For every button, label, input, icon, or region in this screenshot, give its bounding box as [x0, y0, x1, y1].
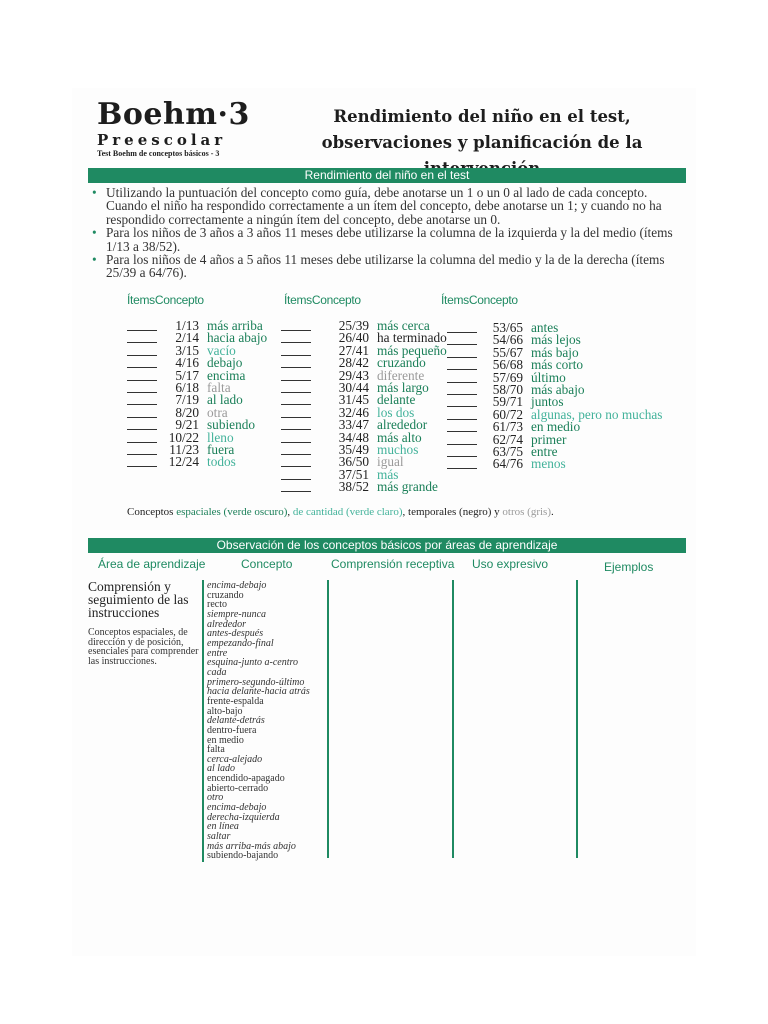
concept-item: encendido-apagado	[207, 773, 285, 785]
concept-list	[207, 581, 310, 861]
section-band-observation: Observación de los conceptos básicos por áreas de aprendizaje	[88, 538, 686, 553]
instructions-list	[88, 186, 688, 280]
concept-term: igual	[377, 454, 404, 470]
answer-blank[interactable]	[281, 407, 311, 418]
item-number: 54/66	[492, 332, 523, 348]
column-header-items-concept: ÍtemsConcepto	[284, 293, 361, 307]
item-number: 32/46	[338, 404, 369, 420]
answer-blank[interactable]	[281, 456, 311, 467]
boehm-logo	[97, 97, 250, 158]
area-title: Comprensión y seguimiento de las instrucciones	[88, 579, 189, 620]
item-number: 9/21	[175, 417, 199, 433]
instruction-item: • Para los niños de 4 años a 5 años 11 meses debe utilizarse la columna del medio y la de la derecha (ítems 25/39 a 64/76).	[88, 253, 688, 280]
concept-term: primer	[531, 431, 567, 447]
concept-item: subiendo-bajando	[207, 850, 279, 862]
logo-subtitle: Preescolar	[97, 131, 227, 149]
answer-blank[interactable]	[281, 345, 311, 356]
answer-blank[interactable]	[447, 458, 477, 469]
legend-segment: otros (gris)	[502, 506, 551, 518]
concept-item: alrededor	[207, 618, 247, 630]
answer-blank[interactable]	[281, 432, 311, 443]
item-number: 61/73	[492, 419, 523, 435]
item-number: 26/40	[338, 330, 369, 346]
answer-blank[interactable]	[281, 320, 311, 331]
item-number: 56/68	[492, 357, 523, 373]
concept-term: todos	[207, 454, 236, 470]
item-number: 36/50	[338, 454, 369, 470]
item-number: 8/20	[175, 404, 199, 420]
column-divider	[327, 580, 329, 858]
answer-blank[interactable]	[447, 434, 477, 445]
answer-blank[interactable]	[127, 394, 157, 405]
item-row	[127, 456, 267, 468]
concept-item: cruzando	[207, 589, 244, 601]
item-number: 10/22	[168, 429, 199, 445]
answer-blank[interactable]	[281, 370, 311, 381]
item-number: 59/71	[492, 394, 523, 410]
item-number: 34/48	[338, 429, 369, 445]
column-header-items-concept: ÍtemsConcepto	[441, 293, 518, 307]
concept-term: falta	[207, 379, 231, 395]
legend-segment: de cantidad (verde claro)	[292, 506, 403, 518]
item-number: 5/17	[175, 367, 199, 383]
concept-term: antes	[531, 320, 559, 335]
concept-term: más bajo	[531, 344, 579, 360]
concept-term: al lado	[207, 392, 243, 408]
concept-item: encima-debajo	[207, 802, 267, 814]
answer-blank[interactable]	[127, 345, 157, 356]
concept-term: delante	[377, 392, 416, 408]
item-row	[447, 458, 662, 470]
logo-tagline: Test Boehm de conceptos básicos - 3	[97, 149, 220, 158]
logo-title: Boehm·3	[97, 97, 250, 132]
item-number: 3/15	[175, 342, 199, 358]
header-uso: Uso expresivo	[472, 557, 549, 571]
concept-term: más largo	[377, 379, 429, 395]
concept-term: entre	[531, 443, 558, 459]
concept-item: delante-detrás	[207, 715, 265, 727]
concept-term: los dos	[377, 404, 415, 420]
concept-term: debajo	[207, 355, 243, 371]
instruction-item: • Para los niños de 3 años a 3 años 11 meses debe utilizarse la columna de la izquierda y la del medio (ítems 1/13 a 38/52).	[88, 226, 688, 253]
item-number: 2/14	[175, 330, 199, 346]
concept-item: cerca-alejado	[207, 753, 263, 765]
answer-blank[interactable]	[127, 456, 157, 467]
item-number: 12/24	[168, 454, 199, 470]
concept-item: frente-espalda	[207, 695, 264, 707]
concept-term: más pequeño	[377, 342, 447, 358]
answer-blank[interactable]	[447, 384, 477, 395]
instruction-item: • Utilizando la puntuación del concepto como guía, debe anotarse un 1 o un 0 al lado de cada concepto. Cuando el niño ha respondido correctamente a un ítem del concepto, debe anotarse un 1; y cuando no ha respondido correctamente a ningún ítem del concepto, debe anotarse un 0.	[88, 186, 688, 226]
concept-term: en medio	[531, 419, 581, 435]
item-number: 29/43	[338, 367, 369, 383]
concept-term: alrededor	[377, 417, 428, 433]
item-number: 6/18	[175, 379, 199, 395]
concept-term: hacia abajo	[207, 330, 268, 346]
area-description: Conceptos espaciales, de dirección y de posición, esenciales para comprender las instrucciones.	[88, 627, 199, 667]
answer-blank[interactable]	[447, 359, 477, 370]
answer-blank[interactable]	[127, 320, 157, 331]
concept-term: cruzando	[377, 355, 426, 371]
concept-term: vacío	[207, 342, 236, 358]
concept-term: más	[377, 466, 399, 482]
answer-blank[interactable]	[447, 334, 477, 345]
answer-blank[interactable]	[127, 370, 157, 381]
concept-term: más abajo	[531, 381, 585, 397]
item-number: 57/69	[492, 369, 523, 385]
item-number: 53/65	[492, 320, 523, 335]
title-line-2: observaciones y planificación de la	[321, 133, 643, 152]
concept-item: derecha-izquierda	[207, 811, 280, 823]
answer-blank[interactable]	[281, 444, 311, 455]
concept-item: otro	[207, 792, 224, 804]
concept-term: ha terminado	[377, 330, 447, 346]
title-line-1: Rendimiento del niño en el test,	[333, 107, 631, 126]
item-number: 64/76	[492, 456, 523, 472]
concept-term: menos	[531, 456, 566, 472]
answer-blank[interactable]	[281, 332, 311, 343]
answer-blank[interactable]	[127, 432, 157, 443]
answer-blank[interactable]	[281, 382, 311, 393]
concept-term: fuera	[207, 441, 235, 457]
concept-item: abierto-cerrado	[207, 782, 269, 794]
concept-item: falta	[207, 744, 225, 756]
item-number: 31/45	[338, 392, 369, 408]
item-number: 30/44	[338, 379, 369, 395]
concept-term: juntos	[531, 394, 564, 410]
concept-item: alto-bajo	[207, 705, 243, 717]
item-number: 35/49	[338, 441, 369, 457]
answer-blank[interactable]	[447, 372, 477, 383]
concept-item: saltar	[207, 831, 231, 843]
concept-item: hacia delante-hacia atrás	[207, 686, 310, 698]
header-concepto: Concepto	[241, 557, 293, 571]
items-column-right	[447, 322, 662, 471]
item-number: 1/13	[175, 318, 199, 333]
legend-segment: Conceptos	[127, 506, 177, 518]
section-band-performance: Rendimiento del niño en el test	[88, 168, 686, 183]
item-number: 62/74	[492, 431, 523, 447]
legend-segment: , temporales (negro) y	[402, 506, 503, 518]
concept-item: esquina-junto a-centro	[207, 657, 299, 669]
item-row	[281, 481, 447, 493]
items-column-middle	[281, 320, 447, 493]
answer-blank[interactable]	[127, 444, 157, 455]
answer-blank[interactable]	[447, 396, 477, 407]
answer-blank[interactable]	[127, 332, 157, 343]
item-number: 55/67	[492, 344, 523, 360]
concept-term: subiendo	[207, 417, 256, 433]
concept-item: recto	[207, 599, 227, 611]
concept-item: cada	[207, 666, 227, 678]
column-header-items-concept: ÍtemsConcepto	[127, 293, 204, 307]
item-number: 58/70	[492, 381, 523, 397]
column-divider	[576, 580, 578, 858]
answer-blank[interactable]	[127, 407, 157, 418]
answer-blank[interactable]	[447, 421, 477, 432]
concept-term: otra	[207, 404, 228, 420]
concept-term: algunas, pero no muchas	[531, 406, 663, 422]
concept-item: primero-segundo-último	[207, 676, 305, 688]
concept-item: en línea	[207, 821, 239, 833]
item-number: 28/42	[338, 355, 369, 371]
item-number: 33/47	[338, 417, 369, 433]
concept-term: más grande	[377, 479, 438, 495]
color-legend	[127, 506, 554, 518]
answer-blank[interactable]	[447, 409, 477, 420]
item-number: 7/19	[175, 392, 199, 408]
item-number: 60/72	[492, 406, 523, 422]
item-number: 38/52	[338, 479, 369, 495]
answer-blank[interactable]	[447, 347, 477, 358]
concept-item: siempre-nunca	[207, 608, 267, 620]
item-number: 37/51	[338, 466, 369, 482]
answer-blank[interactable]	[281, 419, 311, 430]
answer-blank[interactable]	[281, 469, 311, 480]
concept-term: muchos	[377, 441, 419, 457]
concept-item: en medio	[207, 734, 244, 746]
answer-blank[interactable]	[447, 322, 477, 333]
item-number: 4/16	[175, 355, 199, 371]
item-number: 25/39	[338, 318, 369, 333]
answer-blank[interactable]	[127, 419, 157, 430]
column-divider	[452, 580, 454, 858]
answer-blank[interactable]	[281, 481, 311, 492]
concept-term: más arriba	[207, 318, 263, 333]
concept-term: más lejos	[531, 332, 581, 348]
answer-blank[interactable]	[447, 446, 477, 457]
legend-segment: espaciales (verde oscuro)	[176, 506, 288, 518]
concept-term: diferente	[377, 367, 425, 383]
header-ejemplos: Ejemplos	[604, 560, 654, 574]
items-column-left	[127, 320, 267, 469]
concept-term: encima	[207, 367, 246, 383]
answer-blank[interactable]	[127, 357, 157, 368]
answer-blank[interactable]	[127, 382, 157, 393]
item-number: 63/75	[492, 443, 523, 459]
concept-item: empezando-final	[207, 637, 274, 649]
legend-segment: ,	[287, 506, 293, 518]
concept-term: último	[531, 369, 566, 385]
header-comprension: Comprensión receptiva	[331, 557, 455, 571]
concept-term: más corto	[531, 357, 584, 373]
concept-item: entre	[207, 647, 228, 659]
concept-item: más arriba-más abajo	[207, 840, 296, 852]
column-divider	[202, 580, 204, 862]
item-number: 27/41	[338, 342, 369, 358]
concept-item: dentro-fuera	[207, 724, 257, 736]
concept-term: más alto	[377, 429, 422, 445]
concept-term: más cerca	[377, 318, 430, 333]
concept-term: lleno	[207, 429, 234, 445]
answer-blank[interactable]	[281, 394, 311, 405]
item-number: 11/23	[169, 441, 199, 457]
concept-item: encima-debajo	[207, 580, 267, 591]
header-area: Área de aprendizaje	[98, 557, 206, 571]
legend-segment: .	[550, 506, 554, 518]
answer-blank[interactable]	[281, 357, 311, 368]
concept-item: al lado	[207, 763, 236, 775]
concept-item: antes-después	[207, 628, 264, 640]
